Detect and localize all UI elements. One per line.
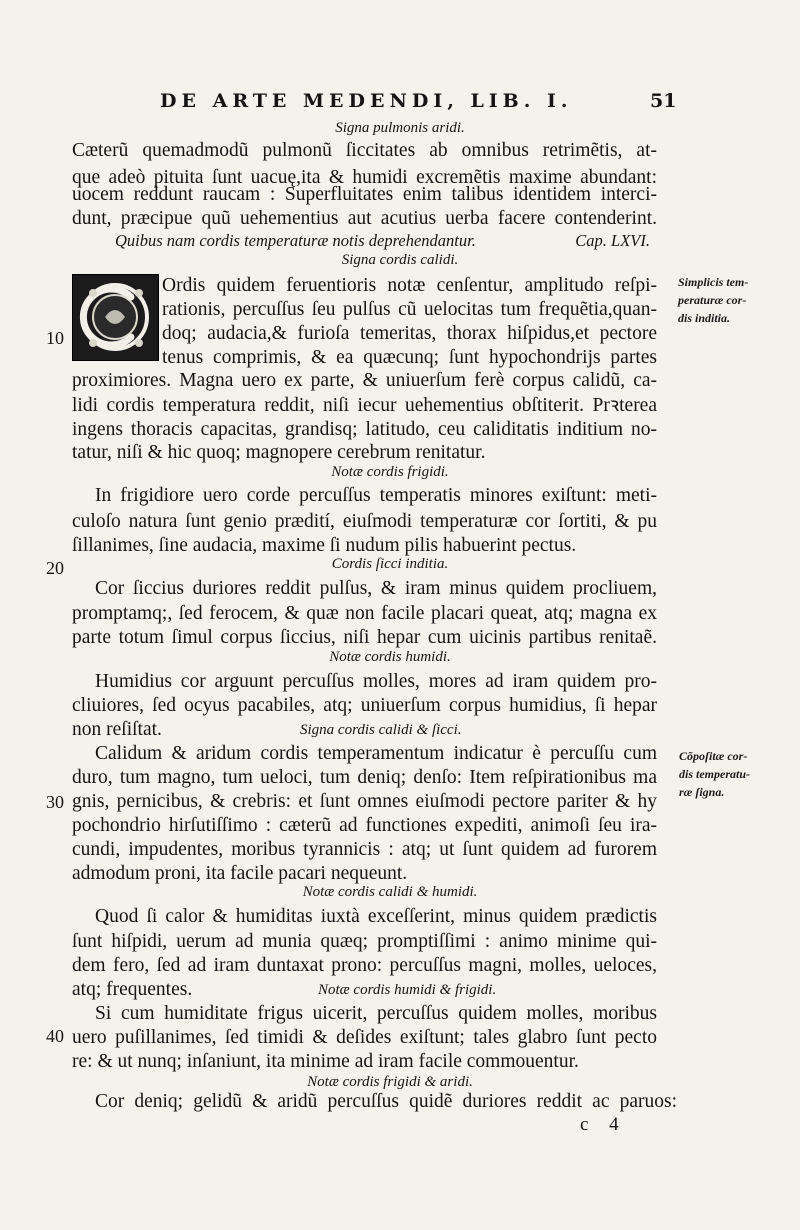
text-line: ſunt hiſpidi, uerum ad munia quæq; promptiſſimi : animo minime qui- [72, 931, 657, 952]
margin-note: dis inditia. [678, 311, 731, 325]
text-line: In frigidiore uero corde percuſſus temperatis minores exiſtunt: meti- [95, 485, 657, 506]
text-line: Quod ſi calor & humiditas iuxtà exceſſerint, minus quidem prædictis [95, 906, 657, 927]
page-number: 51 [650, 90, 677, 112]
running-header: DE ARTE MEDENDI, LIB. I. [160, 90, 573, 112]
text-line: uocem reddunt raucam : Superfluitates enim talibus identidem interci- [72, 184, 657, 205]
text-line: ingens thoracis capacitas, grandisq; latitudo, ceu caliditatis inditium no- [72, 419, 657, 440]
text-line: Ordis quidem feruentioris notæ cenſentur, amplitudo reſpi- [162, 275, 657, 296]
text-line: pochondrio hirſutiſſimo : cæterũ ad functiones expediti, animoſi ſeu ira- [72, 815, 657, 836]
text-line: parte totum ſimul corpus ſiccius, niſi hepar cum uicinis partibus renitaẽ. [72, 627, 657, 648]
line-number: 10 [46, 328, 64, 348]
section-heading: Notæ cordis calidi & humidi. [302, 884, 478, 900]
text-line: uero puſillanimes, ſed timidi & deſides exiſtunt; tales glabro ſunt pecto [72, 1027, 657, 1048]
text-line: cundi, impudentes, moribus tyrannicis : atq; ut ſunt quidem ad furorem [72, 839, 657, 860]
margin-note: dis temperatu- [679, 767, 750, 781]
initial-c-ornament-icon [73, 275, 158, 360]
bleed-through-text [30, 122, 33, 138]
text-line: gnis, pernicibus, & crebris: et ſunt omnes eiuſmodi pectore pariter & hy [72, 791, 657, 812]
text-line: ſillanimes, ſine audacia, maxime ſi nudum pilis habuerint pectus. [72, 535, 577, 556]
text-line: rationis, percuſſus ſeu pulſus cũ uelocitas tum frequẽtia,quan- [162, 299, 657, 320]
margin-note: ræ ſigna. [679, 785, 725, 799]
section-heading: Notæ cordis frigidi & aridi. [307, 1074, 473, 1090]
text-line: Cor deniq; gelidũ & aridũ percuſſus quidẽ duriores reddit ac paruos: [95, 1091, 677, 1112]
text-line: promptamq;, ſed ferocem, & quæ non facile placari queat, atq; magna ex [72, 603, 657, 624]
section-heading: Notæ cordis humidi & frigidi. [318, 982, 497, 998]
text-line: culoſo natura ſunt genio prædití, eiuſmodi temperaturæ cor ſortiti, & pu [72, 511, 657, 532]
line-number: 30 [46, 792, 64, 812]
margin-note: Simplicis tem- [678, 275, 749, 289]
text-line: atq; frequentes. [72, 979, 193, 1000]
text-line: cliuiores, ſed ocyus pacabiles, atq; uniuerſum corpus humidius, ſi hepar [72, 695, 657, 716]
text-line: Cor ſiccius duriores reddit pulſus, & iram minus quidem procliuem, [95, 578, 657, 599]
section-heading: Signa cordis calidi. [341, 252, 459, 268]
section-heading: Cordis ſicci inditia. [331, 556, 449, 572]
text-line: re: & ut nunq; inſaniunt, ita minime ad iram facile commouentur. [72, 1051, 579, 1072]
text-line: duro, tum magno, tum ueloci, tum deniq; denſo: Item reſpirationibus ma [72, 767, 657, 788]
section-heading: Signa pulmonis aridi. [335, 120, 465, 136]
text-line: admodum proni, ita facile pacari nequeunt. [72, 863, 408, 884]
section-heading: Notæ cordis humidi. [329, 649, 451, 665]
text-line: Humidius cor arguunt percuſſus molles, mores ad iram quidem pro- [95, 671, 657, 692]
text-line: lidi cordis temperatura reddit, niſi iecur uehementius obſtiterit. Prꝛterea [72, 395, 657, 416]
decorated-initial [72, 274, 159, 361]
text-line: doq; audacia,& furioſa temeritas, thorax hiſpidus,et pectore [162, 323, 657, 344]
text-line: dunt, præcipue quũ uehementius aut acutius uerba facere contenderint. [72, 208, 657, 229]
printer-signature: c 4 [580, 1114, 627, 1135]
text-line: non reſiſtat. [72, 719, 162, 740]
text-line: Cæterũ quemadmodũ pulmonũ ſiccitates ab omnibus retrimẽtis, at- [72, 140, 657, 161]
margin-note: peraturæ cor- [678, 293, 747, 307]
text-line: proximiores. Magna uero ex parte, & uniuerſum ferè corpus calidũ, ca- [72, 370, 657, 391]
section-heading: Signa cordis calidi & ſicci. [300, 722, 462, 738]
text-line: que adeò pituita ſunt uacuę,ita & humidi excremẽtis maxime abundant: [72, 167, 657, 188]
text-line: Calidum & aridum cordis temperamentum indicatur è percuſſu cum [95, 743, 657, 764]
chapter-number: Cap. LXVI. [575, 231, 650, 250]
margin-note: Cõpoſitæ cor- [679, 749, 748, 763]
line-number: 40 [46, 1026, 64, 1046]
text-line: tatur, niſi & hic quoq; magnopere cerebrum renitatur. [72, 442, 486, 463]
chapter-title: Quibus nam cordis temperaturæ notis deprehendantur. [115, 231, 476, 250]
text-line: tenus comprimis, & ea quæcunq; ſunt hypochondrijs partes [162, 347, 657, 368]
text-line: Si cum humiditate frigus uicerit, percuſſus quidem molles, moribus [95, 1003, 657, 1024]
line-number: 20 [46, 558, 64, 578]
text-line: dem fero, ſed ad iram duntaxat prono: percuſſus magni, molles, ueloces, [72, 955, 657, 976]
section-heading: Notæ cordis frigidi. [331, 464, 449, 480]
